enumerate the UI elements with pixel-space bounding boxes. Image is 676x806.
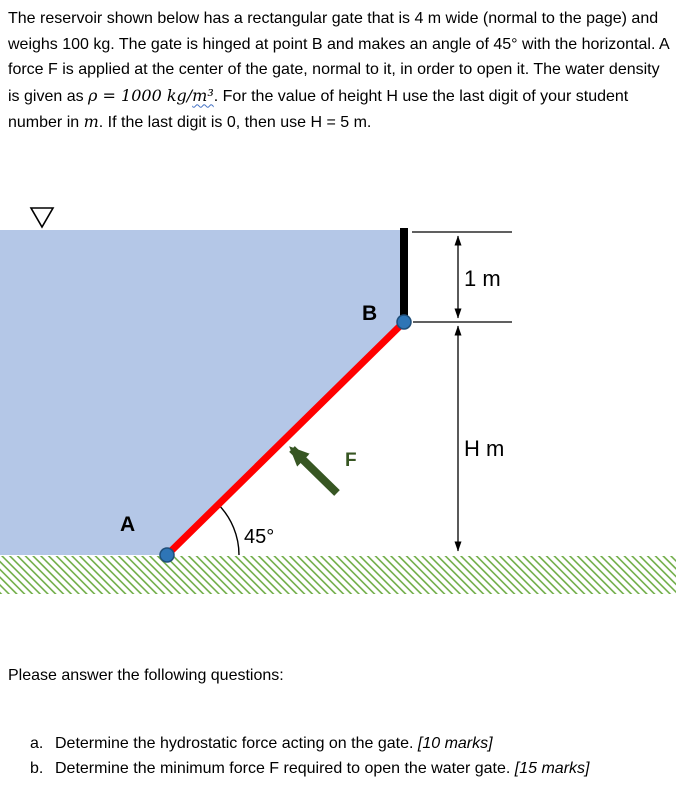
label-dim-hm: H m <box>464 436 505 461</box>
question-b-label: b. <box>30 760 44 777</box>
density-formula: ρ = 1000 kg/ <box>88 85 193 105</box>
label-b: B <box>362 302 378 325</box>
question-b-body: Determine the minimum force F required to open the water gate. <box>55 760 511 777</box>
question-b-marks: [15 marks] <box>514 760 590 777</box>
question-a-marks: [10 marks] <box>417 735 493 752</box>
problem-statement <box>8 6 670 136</box>
questions-prompt: Please answer the following questions: <box>8 667 284 684</box>
problem-text-1: The reservoir shown below has a rectangular gate that is 4 m wide (normal to the page) and weighs 100 kg. The gate is hinged at point B and makes an angle of 45° with the horizontal. A force F is applied at the center of the gate, normal to it, in order to open it. The water density is given as <box>8 10 669 105</box>
question-a-body: Determine the hydrostatic force acting on the gate. <box>55 735 414 752</box>
force-arrow <box>292 449 337 493</box>
label-f: F <box>345 450 357 471</box>
reservoir-gate-diagram <box>0 200 676 600</box>
water-surface-symbol <box>31 208 53 227</box>
question-b-text <box>55 756 589 781</box>
label-a: A <box>120 513 136 536</box>
meters-symbol: m <box>83 112 99 131</box>
density-formula-units: m³ <box>192 85 214 105</box>
question-a-label: a. <box>30 735 44 752</box>
question-b <box>30 756 589 781</box>
label-dim-1m: 1 m <box>464 266 501 291</box>
problem-text-2: . For the value of height H use the last digit of your student number in <box>8 87 629 131</box>
problem-text-3: . If the last digit is 0, then use H = 5 m. <box>98 114 372 131</box>
question-a-text <box>55 731 493 756</box>
question-a <box>30 731 589 756</box>
angle-arc <box>218 505 239 556</box>
hinge-a-dot <box>160 548 174 562</box>
ground-hatch <box>0 556 676 594</box>
label-angle: 45° <box>244 526 275 548</box>
hinge-b-dot <box>397 315 411 329</box>
questions-list <box>30 731 589 781</box>
water-region <box>0 230 404 555</box>
